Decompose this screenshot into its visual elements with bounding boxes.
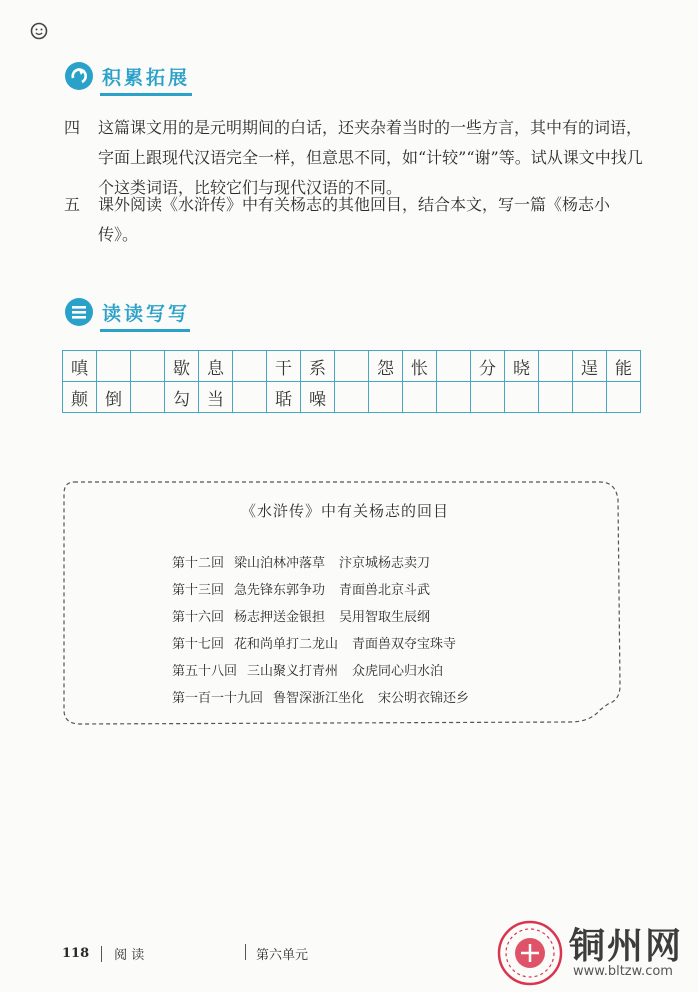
chapter-title-second: 吴用智取生辰纲: [339, 610, 431, 625]
chapter-number: 第十六回: [172, 610, 225, 625]
watermark-url: www.bltzw.com: [573, 964, 673, 979]
page-footer: [62, 944, 309, 963]
exercise-5: [64, 190, 649, 250]
grid-cell: [539, 382, 573, 413]
chapter-title-first: 杨志押送金银担: [234, 610, 326, 625]
grid-cell: 怨: [369, 351, 403, 382]
grid-cell: 倒: [97, 382, 131, 413]
grid-cell: 系: [301, 351, 335, 382]
grid-cell: [335, 382, 369, 413]
grid-cell: 能: [607, 351, 641, 382]
grid-cell: [97, 351, 131, 382]
chapter-title-second: 汴京城杨志卖刀: [339, 556, 431, 571]
site-watermark: [495, 912, 695, 992]
grid-cell: [505, 382, 539, 413]
list-item: [172, 658, 469, 685]
grid-cell: [233, 351, 267, 382]
grid-cell: [437, 351, 471, 382]
chapter-title-second: 众虎同心归水泊: [352, 664, 444, 679]
grid-cell: [403, 382, 437, 413]
footer-divider: [245, 944, 246, 960]
grid-row-1: [63, 351, 641, 382]
smiley-icon: [30, 22, 48, 40]
section-title-label: 积累拓展: [102, 66, 191, 89]
chapter-number: 第十七回: [172, 637, 225, 652]
chapter-list: [172, 550, 469, 712]
grid-row-2: [63, 382, 641, 413]
list-item: [172, 577, 469, 604]
refresh-arrow-icon: [64, 61, 94, 91]
page-number: 118: [62, 946, 90, 961]
watermark-text: 铜州网: [569, 926, 684, 967]
chapter-number: 第一百一十九回: [172, 691, 264, 706]
grid-cell: [471, 382, 505, 413]
exercise-number: 五: [64, 195, 81, 214]
footer-divider: [101, 946, 102, 962]
section-title-accumulate: [64, 60, 204, 92]
footer-unit: 第六单元: [256, 948, 309, 963]
footer-section: 阅 读: [114, 948, 145, 963]
list-item: [172, 685, 469, 712]
grid-cell: [233, 382, 267, 413]
chapter-title-first: 梁山泊林冲落草: [234, 556, 326, 571]
vocabulary-grid: [62, 350, 641, 413]
chapter-number: 第五十八回: [172, 664, 238, 679]
grid-cell: [573, 382, 607, 413]
grid-cell: 勾: [165, 382, 199, 413]
chapter-title-first: 急先锋东郭争功: [234, 583, 326, 598]
grid-cell: [539, 351, 573, 382]
exercise-text: 课外阅读《水浒传》中有关杨志的其他回目，结合本文，写一篇《杨志小传》。: [98, 195, 611, 244]
title-underline: [100, 93, 192, 96]
grid-cell: 息: [199, 351, 233, 382]
list-item: [172, 631, 469, 658]
exercise-text: 这篇课文用的是元明期间的白话，还夹杂着当时的一些方言，其中有的词语，字面上跟现代汉语完全一样，但意思不同，如“计较”“谢”等。试从课文中找几个这类词语，比较它们与现代汉语的不同。: [98, 118, 643, 197]
seal-logo-icon: [495, 918, 565, 988]
grid-cell: 颠: [63, 382, 97, 413]
chapter-list-box: [60, 478, 630, 726]
chapter-title-first: 鲁智深浙江坐化: [273, 691, 365, 706]
chapter-title-first: 花和尚单打二龙山: [234, 637, 339, 652]
grid-cell: 嗔: [63, 351, 97, 382]
grid-cell: [335, 351, 369, 382]
chapter-title-first: 三山聚义打青州: [247, 664, 339, 679]
grid-cell: [131, 351, 165, 382]
grid-cell: 聒: [267, 382, 301, 413]
chapter-number: 第十三回: [172, 583, 225, 598]
list-lines-icon: [64, 297, 94, 327]
grid-cell: 干: [267, 351, 301, 382]
section-title-label: 读读写写: [102, 302, 191, 325]
list-item: [172, 550, 469, 577]
grid-cell: 晓: [505, 351, 539, 382]
chapter-number: 第十二回: [172, 556, 225, 571]
grid-cell: 分: [471, 351, 505, 382]
grid-cell: 怅: [403, 351, 437, 382]
list-item: [172, 604, 469, 631]
grid-cell: [607, 382, 641, 413]
grid-cell: [369, 382, 403, 413]
section-title-read-write: [64, 296, 204, 328]
exercise-number: 四: [64, 118, 81, 137]
chapter-title-second: 青面兽北京斗武: [339, 583, 431, 598]
chapter-title-second: 青面兽双夺宝珠寺: [352, 637, 457, 652]
chapter-title-second: 宋公明衣锦还乡: [378, 691, 470, 706]
grid-cell: 逞: [573, 351, 607, 382]
box-title: 《水浒传》中有关杨志的回目: [240, 502, 449, 520]
grid-cell: 噪: [301, 382, 335, 413]
grid-cell: [437, 382, 471, 413]
grid-cell: 当: [199, 382, 233, 413]
grid-cell: [131, 382, 165, 413]
title-underline: [100, 329, 190, 332]
grid-cell: 歇: [165, 351, 199, 382]
